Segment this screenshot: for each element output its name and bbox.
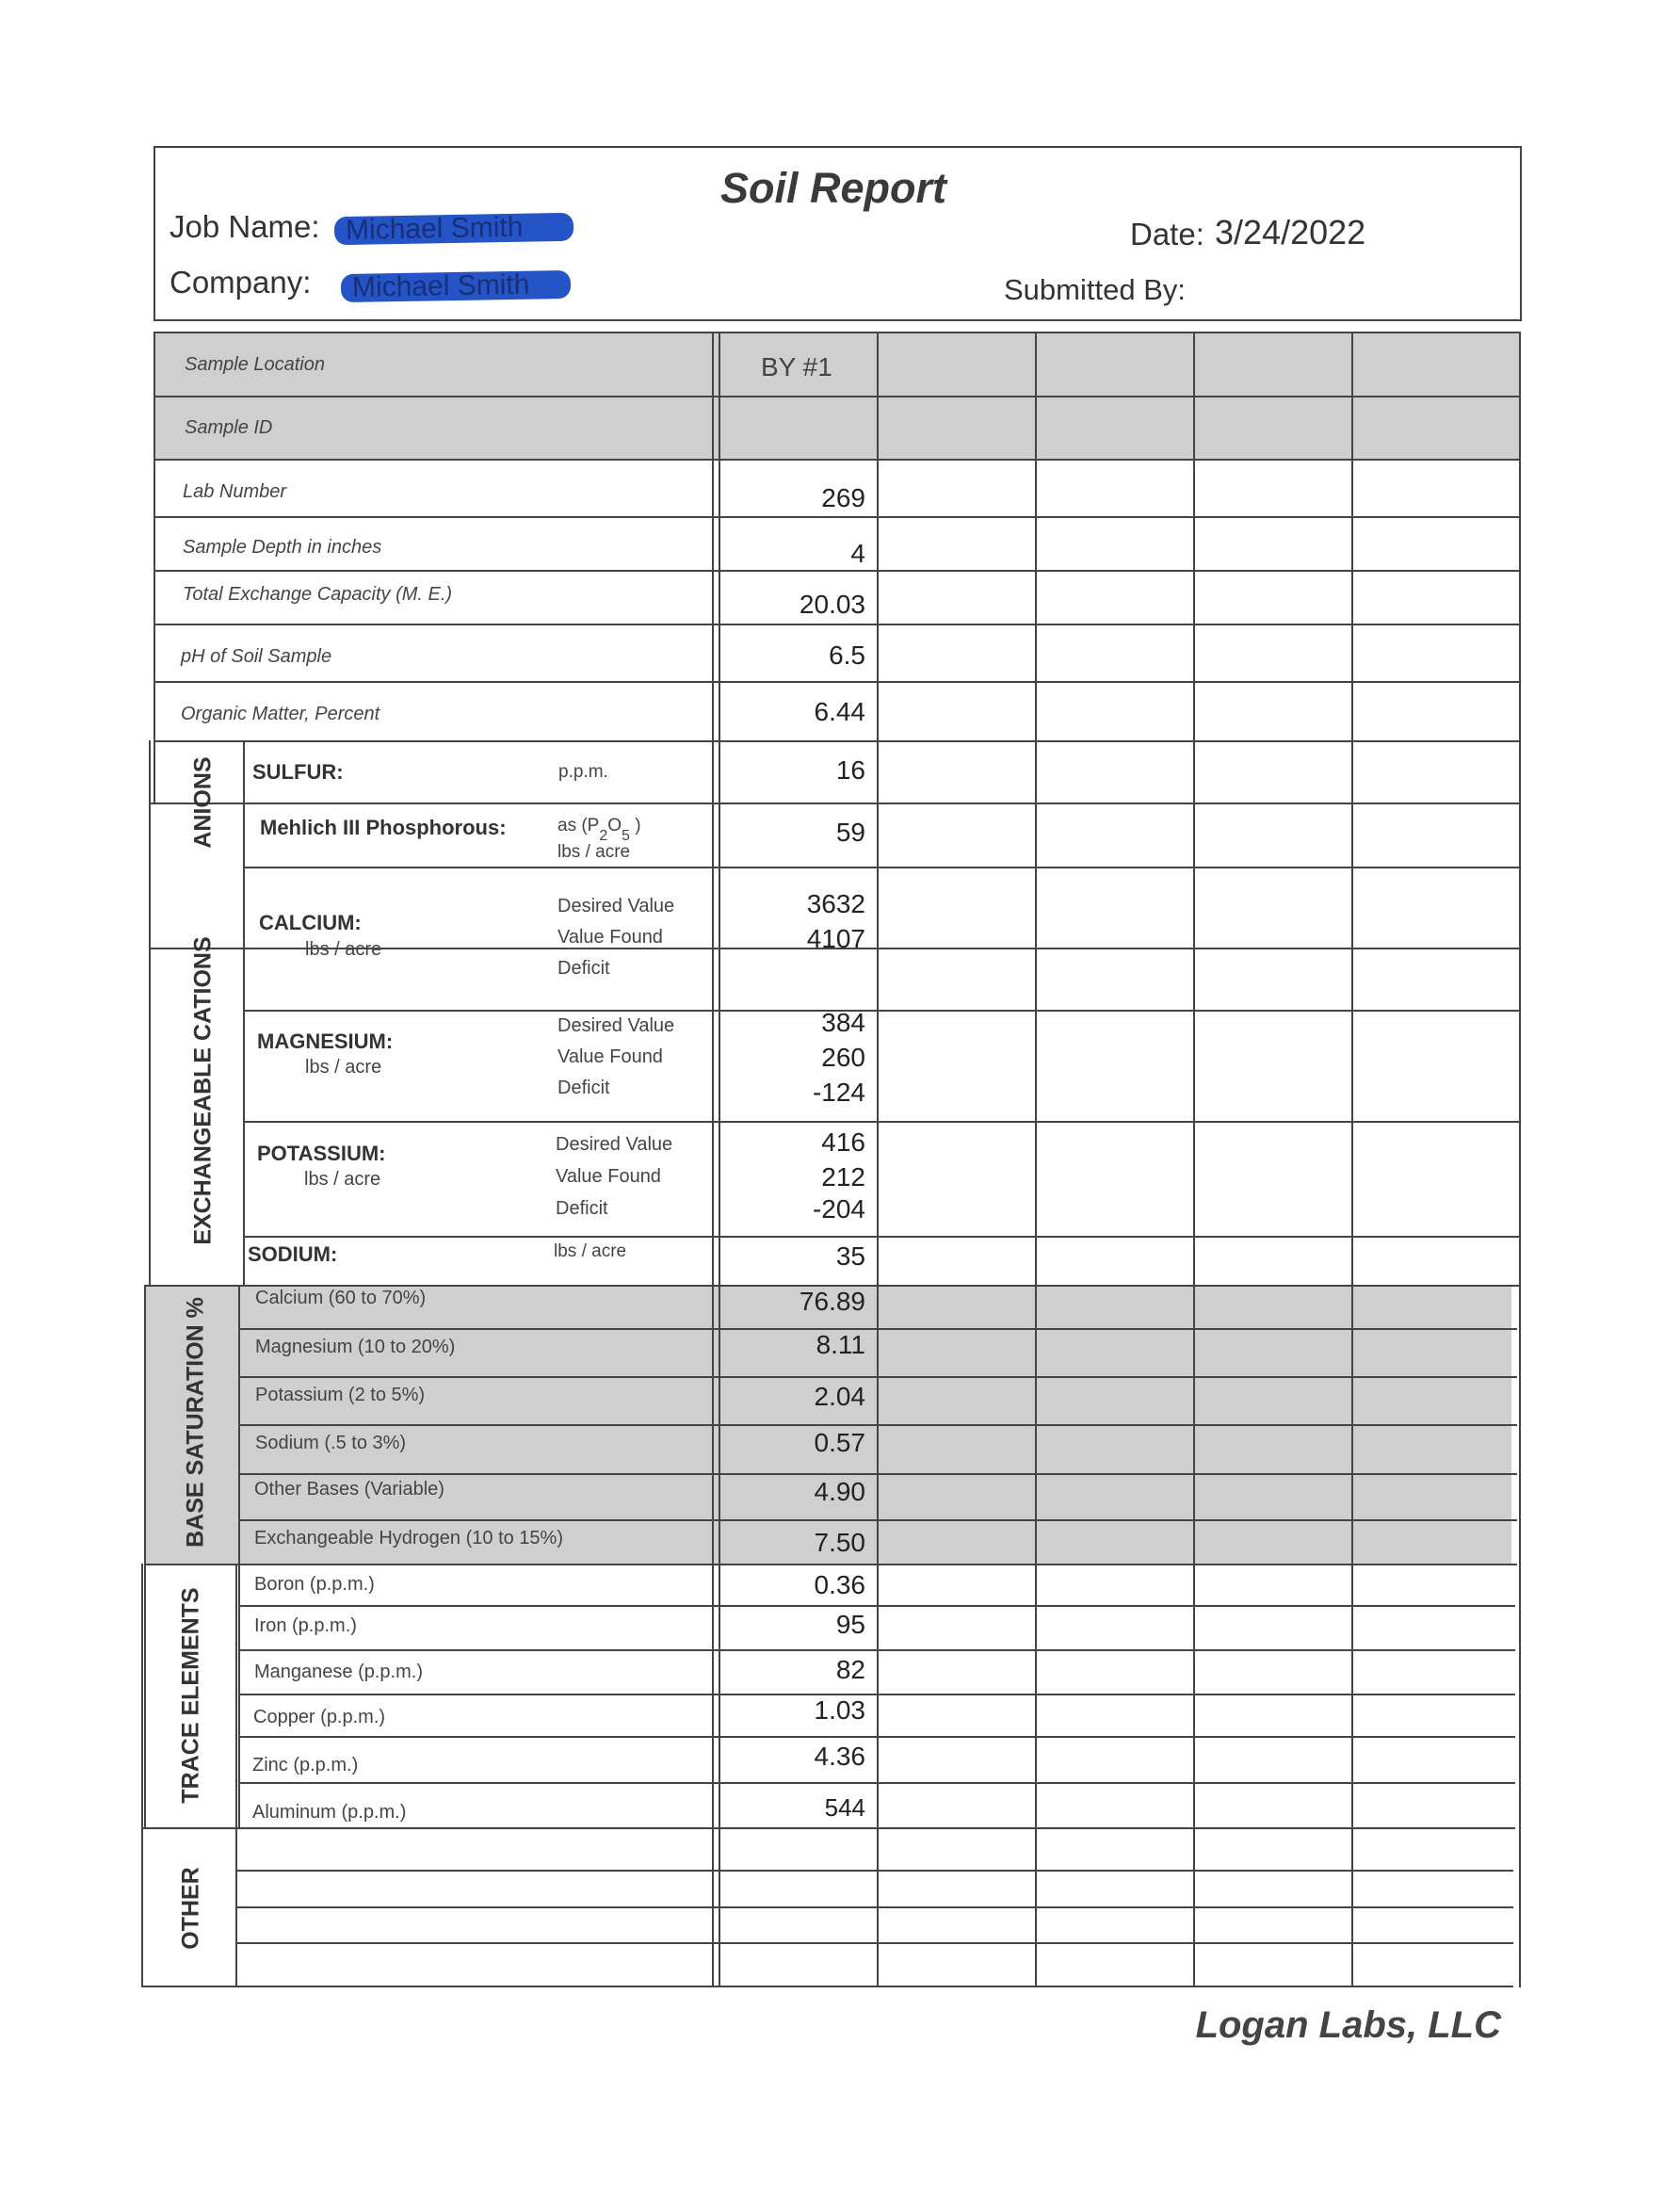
base-potassium-value: 2.04	[814, 1382, 865, 1411]
sample-depth-value: 4	[850, 539, 865, 568]
calcium-found-value: 4107	[806, 924, 865, 953]
phosphorous-label: Mehlich III Phosphorous:	[260, 816, 507, 839]
phosphorous-unit-2: lbs / acre	[557, 842, 631, 862]
manganese-label: Manganese (p.p.m.)	[254, 1662, 423, 1682]
calcium-found-label: Value Found	[557, 927, 663, 948]
sample-location-label: Sample Location	[185, 354, 325, 375]
organic-matter-label: Organic Matter, Percent	[181, 704, 380, 724]
ph-label: pH of Soil Sample	[181, 646, 332, 667]
copper-value: 1.03	[814, 1695, 865, 1725]
date-label: Date:	[1130, 217, 1204, 251]
calcium-desired-value: 3632	[806, 889, 865, 918]
sample-location-value: BY #1	[761, 352, 832, 381]
magnesium-deficit-value: -124	[812, 1078, 865, 1107]
phosphorous-unit: as ($P_2O_5$ )	[557, 816, 641, 844]
sulfur-label: SULFUR:	[252, 760, 344, 784]
calcium-deficit-label: Deficit	[557, 958, 610, 979]
calcium-label: CALCIUM:	[259, 911, 362, 934]
base-potassium-label: Potassium (2 to 5%)	[255, 1385, 426, 1405]
magnesium-desired-label: Desired Value	[557, 1015, 675, 1036]
magnesium-deficit-label: Deficit	[557, 1078, 610, 1098]
base-magnesium-label: Magnesium (10 to 20%)	[255, 1337, 456, 1357]
sample-id-label: Sample ID	[185, 417, 273, 438]
lab-number-value: 269	[821, 483, 865, 512]
potassium-found-value: 212	[821, 1162, 865, 1192]
base-saturation-section-label: BASE SATURATION %	[182, 1297, 209, 1548]
magnesium-desired-value: 384	[821, 1008, 865, 1037]
trace-elements-section-label: TRACE ELEMENTS	[177, 1587, 204, 1804]
boron-label: Boron (p.p.m.)	[254, 1574, 375, 1595]
base-sodium-label: Sodium (.5 to 3%)	[255, 1433, 407, 1453]
potassium-deficit-value: -204	[812, 1194, 865, 1224]
base-calcium-label: Calcium (60 to 70%)	[255, 1288, 427, 1308]
cations-section-label: EXCHANGEABLE CATIONS	[189, 936, 217, 1245]
date-value: 3/24/2022	[1215, 213, 1366, 251]
base-hydrogen-label: Exchangeable Hydrogen (10 to 15%)	[254, 1528, 563, 1549]
lab-name-footer: Logan Labs, LLC	[1195, 2004, 1501, 2046]
company-value: Michael Smith	[341, 270, 571, 302]
potassium-desired-label: Desired Value	[556, 1134, 673, 1155]
magnesium-unit: lbs / acre	[305, 1057, 382, 1078]
zinc-value: 4.36	[814, 1742, 865, 1771]
base-calcium-value: 76.89	[799, 1287, 865, 1316]
sulfur-unit: p.p.m.	[558, 762, 608, 782]
base-other-label: Other Bases (Variable)	[254, 1479, 444, 1500]
copper-label: Copper (p.p.m.)	[253, 1707, 386, 1727]
calcium-desired-label: Desired Value	[557, 896, 675, 916]
ph-value: 6.5	[829, 640, 865, 670]
phosphorous-value: 59	[835, 818, 865, 847]
potassium-label: POTASSIUM:	[257, 1142, 386, 1165]
base-other-value: 4.90	[814, 1477, 865, 1506]
magnesium-found-value: 260	[821, 1043, 865, 1072]
base-hydrogen-value: 7.50	[814, 1528, 865, 1557]
sulfur-value: 16	[835, 755, 865, 785]
other-section-label: OTHER	[177, 1867, 204, 1950]
potassium-found-label: Value Found	[556, 1166, 661, 1187]
lab-number-label: Lab Number	[183, 481, 287, 502]
job-name-value: Michael Smith	[334, 213, 573, 245]
company-label: Company:	[170, 265, 312, 300]
boron-value: 0.36	[814, 1570, 865, 1599]
tec-label: Total Exchange Capacity (M. E.)	[183, 584, 453, 605]
aluminum-value: 544	[824, 1793, 865, 1822]
base-sodium-value: 0.57	[814, 1428, 865, 1457]
iron-value: 95	[835, 1610, 865, 1639]
potassium-deficit-label: Deficit	[556, 1198, 608, 1219]
aluminum-label: Aluminum (p.p.m.)	[252, 1802, 407, 1823]
sample-depth-label: Sample Depth in inches	[183, 537, 382, 558]
zinc-label: Zinc (p.p.m.)	[252, 1755, 359, 1776]
potassium-unit: lbs / acre	[304, 1169, 381, 1190]
anions-section-label: ANIONS	[189, 756, 217, 849]
calcium-unit: lbs / acre	[305, 939, 382, 960]
base-magnesium-value: 8.11	[816, 1330, 865, 1359]
sodium-value: 35	[835, 1241, 865, 1271]
tec-value: 20.03	[799, 590, 865, 619]
report-title: Soil Report	[720, 164, 947, 212]
organic-matter-value: 6.44	[814, 697, 865, 726]
manganese-value: 82	[835, 1655, 865, 1684]
job-name-label: Job Name:	[170, 209, 320, 244]
magnesium-found-label: Value Found	[557, 1046, 663, 1067]
sodium-label: SODIUM:	[248, 1242, 338, 1266]
submitted-by-label: Submitted By:	[1004, 273, 1186, 306]
iron-label: Iron (p.p.m.)	[254, 1615, 357, 1636]
magnesium-label: MAGNESIUM:	[257, 1030, 394, 1053]
potassium-desired-value: 416	[821, 1127, 865, 1157]
sodium-unit: lbs / acre	[554, 1241, 627, 1261]
